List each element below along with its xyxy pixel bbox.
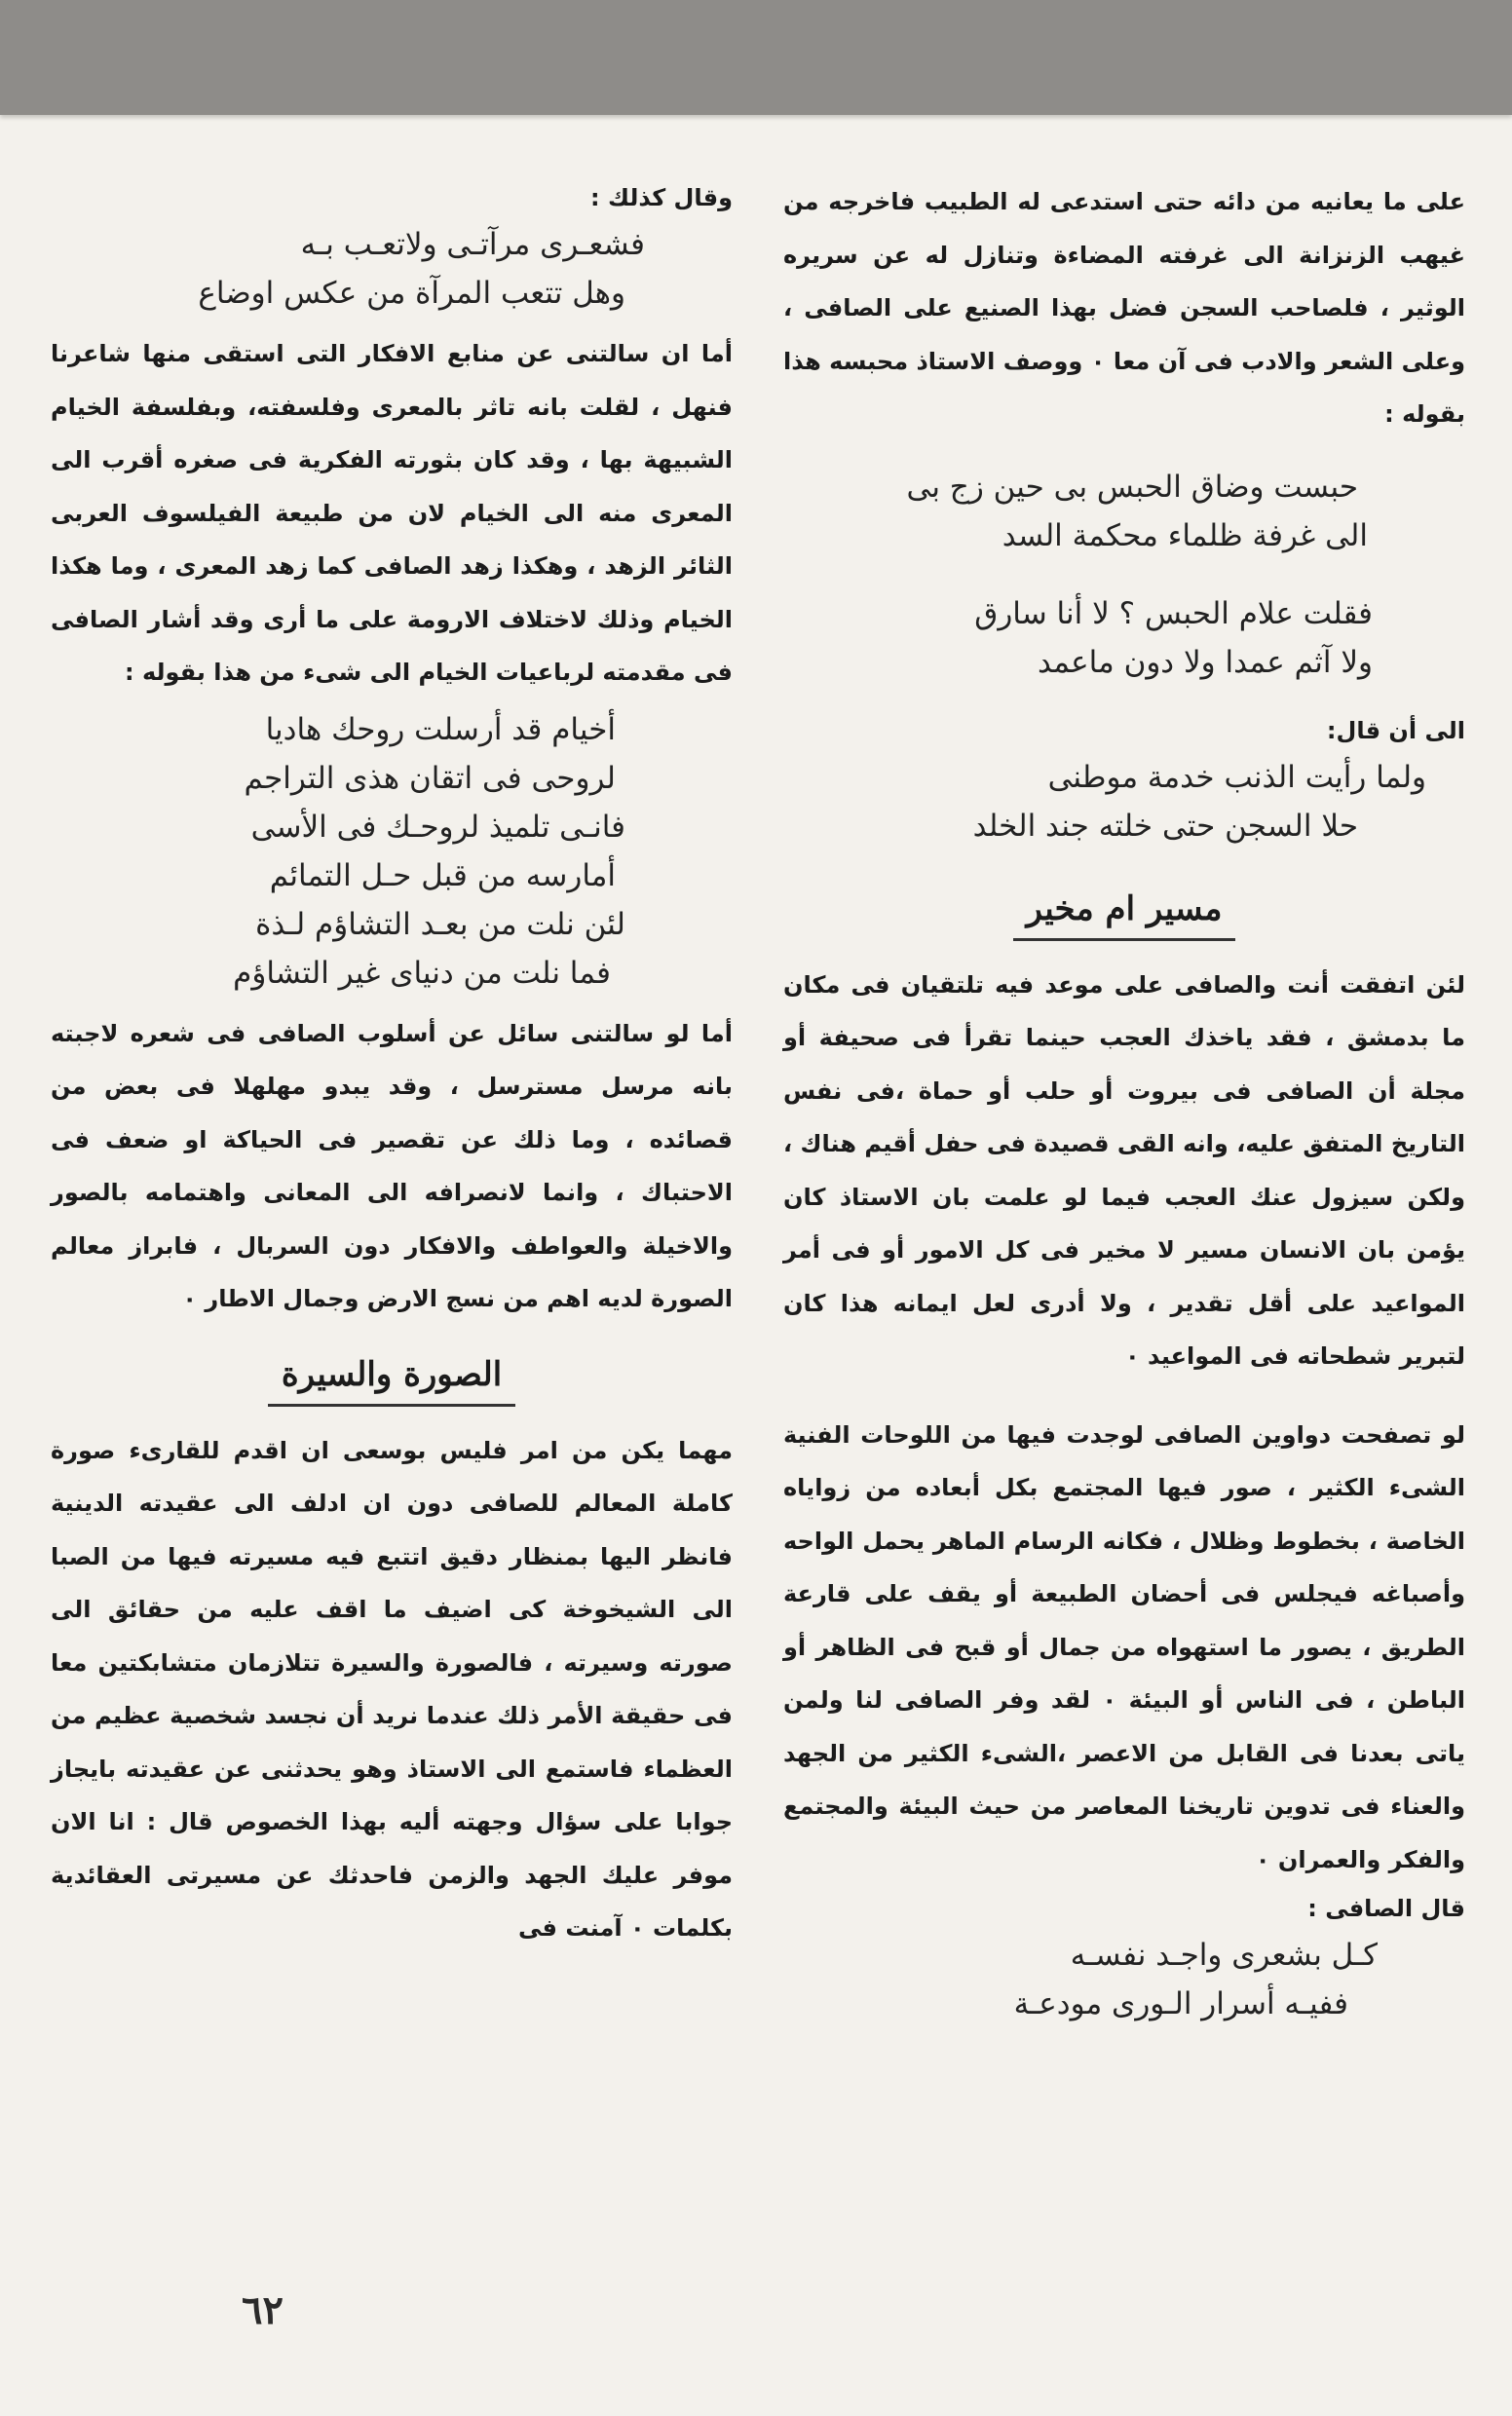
right-column: [783, 175, 1465, 2038]
right-paragraph-3: لو تصفحت دواوين الصافى لوجدت فيها من اللوحات الفنية الشىء الكثير ، صور فيها المجتمع بكل أبعاده من زواياه الخاصة ، بخطوط وظلال ، فكانه الرسام الماهر يحمل الواحه وأصباغه فيجلس فى أحضان الطبيعة أو يقف على قارعة الطريق ، يصور ما استهواه من جمال أو قبح فى الظاهر أو الباطن ، فى الناس أو البيئة ٠ لقد وفر الصافى لنا ولمن ياتى بعدنا فى القابل من الاعصر ،الشىء الكثير من الجهد والعناء فى تدوين تاريخنا المعاصر من حيث البيئة والمجتمع والفكر والعمران ٠: [783, 1420, 1465, 1873]
left-paragraph-1: أما ان سالتنى عن منابع الافكار التى استقى منها شاعرنا فنهل ، لقلت بانه تاثر بالمعرى وفلسفته، وبفلسفة الخيام الشبيهة بها ، وقد كان بثورته الفكرية فى صغره أقرب الى المعرى منه الى الخيام لان من طبيعة الفيلسوف العربى الثائر الزهد ، وهكذا زهد الصافى كما زهد المعرى ، وما هكذا الخيام وذلك لاختلاف الارومة على ما أرى وقد أشار الصافى فى مقدمته لرباعيات الخيام الى شىء من هذا بقوله :: [51, 340, 733, 686]
left-poem-2: [51, 705, 733, 998]
right-poem-2: [783, 589, 1465, 687]
left-paragraph-2: أما لو سالتنى سائل عن أسلوب الصافى فى شعره لاجبته بانه مرسل مسترسل ، وقد يبدو مهلهلا فى بعض من قصائده ، وما ذلك عن تقصير فى الحياكة او ضعف فى الاحتباك ، وانما لانصرافه الى المعانى واهتمامه بالصور والاخيلة والعواطف والافكار دون السربال ، فابراز معالم الصورة لديه اهم من نسج الارض وجمال الاطار ٠: [51, 1019, 733, 1312]
poem-line: حبست وضاق الحبس بى حين زج بى: [906, 469, 1358, 505]
page-number: ٦٢: [242, 2287, 284, 2333]
right-heading-wrap: [783, 889, 1465, 941]
poem-line: ولما رأيت الذنب خدمة موطنى: [1047, 759, 1426, 795]
right-poem-3: [783, 753, 1465, 850]
poem-line: وهل تتعب المرآة من عكس اوضاع: [198, 276, 625, 311]
section-heading: مسير ام مخير: [1013, 889, 1236, 941]
right-poem-1: [783, 463, 1465, 560]
left-column: [51, 175, 733, 1969]
poem-line: الى غرفة ظلماء محكمة السد: [1002, 517, 1368, 553]
poem-line: ولا آثم عمدا ولا دون ماعمد: [1037, 644, 1373, 680]
poem-line: كـل بشعرى واجـد نفسـه: [1070, 1938, 1378, 1973]
poem-line: فانـى تلميذ لروحـك فى الأسى: [250, 809, 625, 845]
left-paragraph-3: مهما يكن من امر فليس بوسعى ان اقدم للقارىء صورة كاملة المعالم للصافى دون ان ادلف الى عقيدته الدينية فانظر اليها بمنظار دقيق اتتبع فيه مسيرته فيها من الصبا الى الشيخوخة كى اضيف ما اقف عليه من حقائق الى صورته وسيرته ، فالصورة والسيرة تتلازمان متشابكتين معا فى حقيقة الأمر ذلك عندما نريد أن نجسد شخصية عظيم من العظماء فاستمع الى الاستاذ وهو يحدثنى عن عقيدته بايجاز جوابا على سؤال وجهته أليه بهذا الخصوص قال : انا الان موفر عليك الجهد والزمن فاحدثك عن مسيرتى العقائدية بكلمات ٠ آمنت فى: [51, 1436, 733, 1942]
left-poem-1: [51, 220, 733, 318]
poem-line: لروحى فى اتقان هذى التراجم: [244, 760, 616, 796]
poem-line: ففيـه أسرار الـورى مودعـة: [1013, 1986, 1348, 2021]
right-label-1: الى أن قال:: [1326, 716, 1465, 744]
right-paragraph-1: على ما يعانيه من دائه حتى استدعى له الطبيب فاخرجه من غيهب الزنزانة الى غرفته المضاءة وتنازل له عن سريره الوثير ، فلصاحب السجن فضل بهذا الصنيع على الصافى ، وعلى الشعر والادب فى آن معا ٠ ووصف الاستاذ محبسه هذا بقوله :: [783, 188, 1466, 428]
right-poem-4: [783, 1931, 1465, 2028]
scan-top-band: [0, 0, 1512, 115]
poem-line: أخيام قد أرسلت روحك هاديا: [265, 711, 616, 747]
poem-line: حلا السجن حتى خلته جند الخلد: [972, 808, 1358, 844]
poem-line: فما نلت من دنياى غير التشاؤم: [233, 955, 611, 991]
poem-line: فشعـرى مرآتـى ولاتعـب بـه: [300, 227, 645, 262]
poem-line: لئن نلت من بعـد التشاؤم لـذة: [255, 906, 625, 942]
poem-line: فقلت علام الحبس ؟ لا أنا سارق: [974, 595, 1373, 631]
left-heading-wrap: [51, 1355, 733, 1407]
right-paragraph-2: لئن اتفقت أنت والصافى على موعد فيه تلتقيان فى مكان ما بدمشق ، فقد ياخذك العجب حينما تقرأ فى صحيفة أو مجلة أن الصافى فى بيروت أو حلب أو حماة ،فى نفس التاريخ المتفق عليه، وانه القى قصيدة فى حفل أقيم هناك ، ولكن سيزول عنك العجب فيما لو علمت بان الاستاذ كان يؤمن بان الانسان مسير لا مخير فى كل الامور أو فى أمر المواعيد على أقل تقدير ، ولا أدرى لعل ايمانه هذا كان لتبرير شطحاته فى المواعيد ٠: [783, 970, 1465, 1370]
section-heading: الصورة والسيرة: [268, 1355, 515, 1407]
right-label-2: قال الصافى :: [1307, 1895, 1465, 1922]
left-label-1: وقال كذلك :: [590, 184, 733, 211]
poem-line: أمارسه من قبل حـل التمائم: [269, 857, 616, 893]
